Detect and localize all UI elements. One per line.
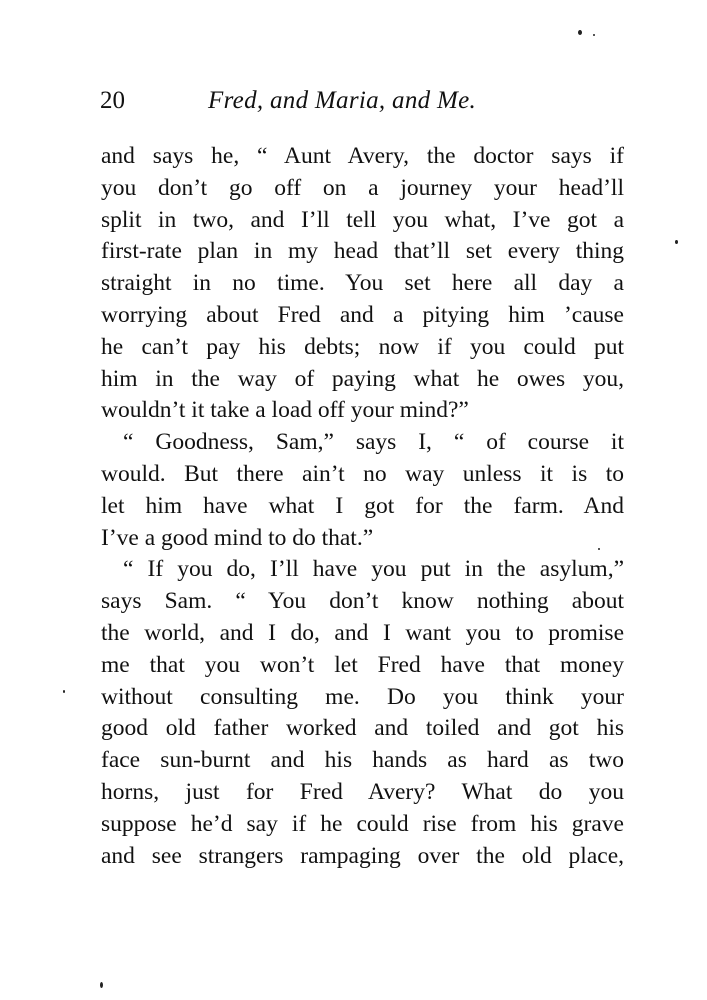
text-line: straight in no time. You set here all day a (101, 270, 624, 297)
text-line: split in two, and I’ll tell you what, I’ve got a (101, 206, 624, 233)
text-line: wouldn’t it take a load off your mind?” (101, 397, 469, 424)
running-head (100, 84, 620, 118)
text-line: the world, and I do, and I want you to promise (101, 619, 624, 646)
text-line: I’ve a good mind to do that.” (101, 524, 374, 551)
text-line: first-rate plan in my head that’ll set every thing (101, 238, 624, 265)
text-line: without consulting me. Do you think your (101, 683, 624, 710)
text-line: me that you won’t let Fred have that money (101, 651, 624, 678)
text-line: good old father worked and toiled and got his (101, 715, 624, 742)
body-text (101, 141, 624, 872)
text-line: horns, just for Fred Avery? What do you (101, 778, 624, 805)
text-line: let him have what I got for the farm. And (101, 492, 624, 519)
text-line: face sun-burnt and his hands as hard as two (101, 747, 624, 774)
text-line: and see strangers rampaging over the old place, (101, 842, 624, 869)
text-line: you don’t go off on a journey your head’ll (101, 174, 624, 201)
text-line: and says he, “ Aunt Avery, the doctor says if (101, 143, 624, 169)
ink-speck (63, 690, 65, 693)
text-line: would. But there ain’t no way unless it is to (101, 460, 624, 487)
page-number: 20 (100, 87, 125, 114)
text-line: “ If you do, I’ll have you put in the asylum,” (123, 556, 624, 583)
text-line: worrying about Fred and a pitying him ’cause (101, 301, 624, 328)
text-line: suppose he’d say if he could rise from his grave (101, 810, 624, 837)
text-line: him in the way of paying what he owes you, (101, 365, 624, 392)
ink-speck (100, 982, 103, 988)
ink-speck (578, 30, 582, 35)
text-line: he can’t pay his debts; now if you could put (101, 333, 624, 360)
text-line: “ Goodness, Sam,” says I, “ of course it (123, 429, 624, 456)
text-line: says Sam. “ You don’t know nothing about (101, 588, 624, 615)
ink-speck (675, 240, 678, 244)
running-title: Fred, and Maria, and Me. (208, 87, 477, 114)
ink-speck (593, 34, 595, 36)
